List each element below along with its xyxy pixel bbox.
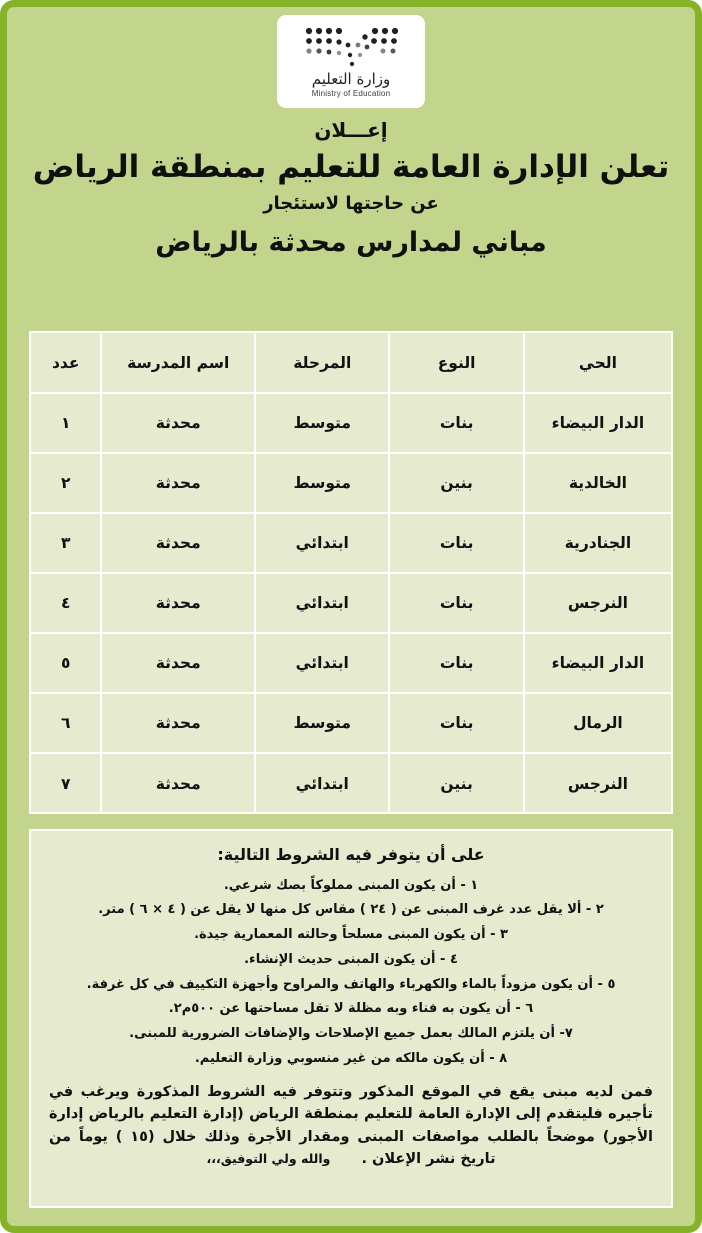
column-header-stage: المرحلة bbox=[255, 333, 389, 393]
cell-district: الخالدية bbox=[524, 453, 671, 513]
column-header-type: النوع bbox=[389, 333, 523, 393]
table-row bbox=[31, 753, 671, 813]
list-item: ٤ - أن يكون المبنى حديث الإنشاء. bbox=[244, 951, 458, 967]
announcement-kicker: إعـــلان bbox=[314, 118, 388, 142]
cell-count: ١ bbox=[31, 393, 101, 453]
cell-count: ٦ bbox=[31, 693, 101, 753]
column-header-district: الحي bbox=[524, 333, 671, 393]
list-item: ٦ - أن يكون به فناء وبه مظلة لا تقل مساحتها عن ٥٠٠م٢. bbox=[168, 1001, 534, 1017]
terms-panel bbox=[29, 829, 673, 1208]
cell-district: الدار البيضاء bbox=[524, 393, 671, 453]
cell-district: الجنادرية bbox=[524, 513, 671, 573]
cell-stage: ابتدائي bbox=[255, 753, 389, 813]
header-block bbox=[7, 119, 695, 260]
list-item: ٧- أن يلتزم المالك بعمل جميع الإصلاحات والإضافات الضرورية للمبنى. bbox=[129, 1026, 573, 1041]
cell-stage: ابتدائي bbox=[255, 633, 389, 693]
cell-stage: متوسط bbox=[255, 453, 389, 513]
cell-type: بنات bbox=[389, 573, 523, 633]
schools-table bbox=[31, 333, 671, 813]
cell-district: النرجس bbox=[524, 573, 671, 633]
closing-paragraph bbox=[49, 1081, 653, 1171]
cell-stage: ابتدائي bbox=[255, 573, 389, 633]
cell-type: بنين bbox=[389, 753, 523, 813]
column-header-school-name: اسم المدرسة bbox=[101, 333, 255, 393]
cell-school-name: محدثة bbox=[101, 513, 255, 573]
cell-school-name: محدثة bbox=[101, 393, 255, 453]
page-title: تعلن الإدارة العامة للتعليم بمنطقة الرياض bbox=[32, 149, 670, 185]
cell-count: ٢ bbox=[31, 453, 101, 513]
closing-text: فمن لديه مبنى يقع في الموقع المذكور وتتوفر فيه الشروط المذكورة ويرغب في تأجيره فليتقدم إلى الإدارة العامة للتعليم بمنطقة الرياض (إدارة التعليم بالرياض إدارة الأجور) موضحاً بالطلب مواصفات المبنى ومقدار الأجرة وذلك خلال (١٥ ) يوماً من تاريخ نشر الإعلان . bbox=[49, 1084, 653, 1168]
column-header-count: عدد bbox=[31, 333, 101, 393]
logo-arabic-text: وزارة التعليم bbox=[311, 70, 391, 88]
cell-type: بنات bbox=[389, 693, 523, 753]
table-row bbox=[31, 393, 671, 453]
table-row bbox=[31, 573, 671, 633]
table-row bbox=[31, 513, 671, 573]
ministry-logo bbox=[277, 15, 425, 108]
cell-school-name: محدثة bbox=[101, 753, 255, 813]
table-row bbox=[31, 453, 671, 513]
table-header-row bbox=[31, 333, 671, 393]
closing-blessing: والله ولي التوفيق،،، bbox=[206, 1151, 331, 1167]
cell-stage: متوسط bbox=[255, 693, 389, 753]
cell-type: بنات bbox=[389, 393, 523, 453]
cell-school-name: محدثة bbox=[101, 573, 255, 633]
cell-type: بنين bbox=[389, 453, 523, 513]
cell-district: النرجس bbox=[524, 753, 671, 813]
cell-stage: ابتدائي bbox=[255, 513, 389, 573]
cell-district: الدار البيضاء bbox=[524, 633, 671, 693]
list-item: ٥ - أن يكون مزوداً بالماء والكهرباء والهاتف والمراوح وأجهزة التكييف في كل غرفة. bbox=[86, 976, 616, 992]
page-subtitle: عن حاجتها لاستئجار bbox=[263, 192, 439, 214]
cell-school-name: محدثة bbox=[101, 693, 255, 753]
cell-count: ٣ bbox=[31, 513, 101, 573]
list-item: ٢ - ألا يقل عدد غرف المبنى عن ( ٢٤ ) مقاس كل منها لا يقل عن ( ٤ × ٦ ) متر. bbox=[98, 902, 604, 918]
logo-english-text: Ministry of Education bbox=[311, 89, 391, 98]
cell-school-name: محدثة bbox=[101, 633, 255, 693]
list-item: ٨ - أن يكون مالكه من غير منسوبي وزارة التعليم. bbox=[194, 1050, 508, 1066]
page-second-title: مباني لمدارس محدثة بالرياض bbox=[155, 227, 547, 259]
table-row bbox=[31, 693, 671, 753]
cell-type: بنات bbox=[389, 633, 523, 693]
terms-heading: على أن يتوفر فيه الشروط التالية: bbox=[217, 845, 485, 864]
cell-count: ٥ bbox=[31, 633, 101, 693]
list-item: ١ - أن يكون المبنى مملوكاً بصك شرعي. bbox=[223, 877, 479, 893]
cell-school-name: محدثة bbox=[101, 453, 255, 513]
schools-table-panel bbox=[29, 331, 673, 814]
cell-count: ٤ bbox=[31, 573, 101, 633]
cell-stage: متوسط bbox=[255, 393, 389, 453]
terms-list bbox=[49, 873, 653, 1071]
cell-count: ٧ bbox=[60, 774, 71, 793]
list-item: ٣ - أن يكون المبنى مسلحاً وحالته المعمارية جيدة. bbox=[194, 927, 508, 942]
cell-type: بنات bbox=[389, 513, 523, 573]
table-row bbox=[31, 633, 671, 693]
ministry-of-education-dots-emblem bbox=[295, 25, 407, 69]
cell-district: الرمال bbox=[524, 693, 671, 753]
